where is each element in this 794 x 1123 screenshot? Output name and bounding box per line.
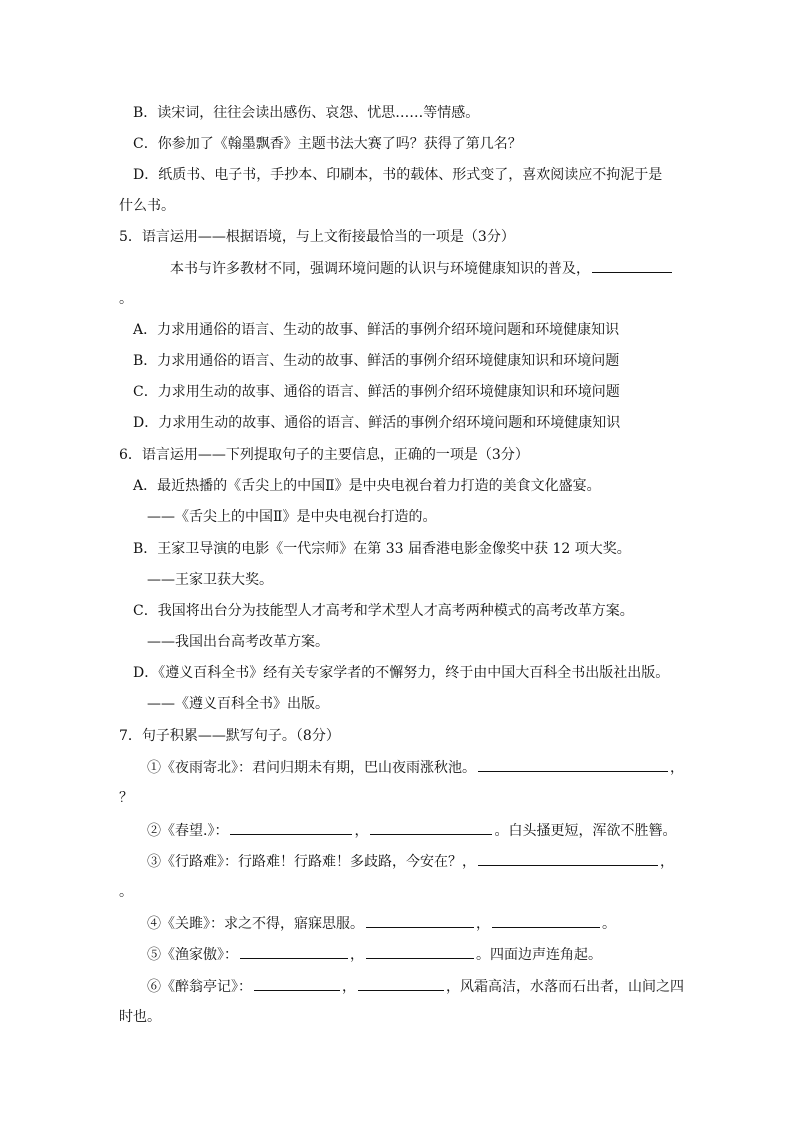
q7-item-3-text: ③《行路难》：行路难！行路难！多歧路，今安在？， [147,854,476,870]
q7-item-2-blank-2[interactable] [370,820,492,835]
q5-option-a: A．力求用通俗的语言、生动的故事、鲜活的事例介绍环境问题和环境健康知识 [133,322,620,338]
q7-item-6-blank-2[interactable] [358,976,444,991]
q7-item-1-blank[interactable] [478,757,668,772]
q7-item-3-end: 。 [119,884,133,900]
q7-item-5-tail: 。四面边声连角起。 [476,947,602,963]
q6-option-c-answer: ——我国出台高考改革方案。 [147,634,329,650]
q6-option-b: B．王家卫导演的电影《一代宗师》在第 33 届香港电影金像奖中获 12 项大奖。 [133,541,631,557]
q7-item-6-end: 时也。 [119,1009,161,1025]
q7-item-2-text: ②《春望.》： [147,823,229,839]
q4-option-b: B．读宋词，往往会读出感伤、哀怨、忧思……等情感。 [133,105,480,121]
q5-stem [170,258,674,279]
q5-answer-blank[interactable] [592,258,672,273]
q7-item-2-sep: ， [354,823,369,839]
q4-option-c: C．你参加了《翰墨飘香》主题书法大赛了吗？获得了第几名？ [133,136,522,152]
q7-item-6-text: ⑥《醉翁亭记》： [147,979,252,995]
q6-option-d: D．《遵义百科全书》经有关专家学者的不懈努力，终于由中国大百科全书出版社出版。 [133,665,670,681]
q7-item-4-blank-2[interactable] [492,913,600,928]
q7-item-3 [147,851,674,872]
q7-item-5-sep: ， [350,947,364,963]
q7-item-4 [147,913,616,934]
q7-item-1-end: ？ [119,790,133,806]
q7-item-4-sep: ， [476,916,490,932]
q7-item-5-blank-2[interactable] [366,944,474,959]
q5-stem-end: 。 [119,291,133,307]
q7-item-1-text: ①《夜雨寄北》：君问归期未有期，巴山夜雨涨秋池。 [147,760,476,776]
q5-option-b: B．力求用通俗的语言、生动的故事、鲜活的事例介绍环境健康知识和环境问题 [133,353,620,369]
q4-option-d-line1: D．纸质书、电子书，手抄本、印刷本，书的载体、形式变了，喜欢阅读应不拘泥于是 [133,167,663,183]
q7-item-6-sep: ， [342,979,356,995]
q6-option-b-answer: ——王家卫获大奖。 [147,572,273,588]
q7-item-5-blank-1[interactable] [240,944,348,959]
q7-item-1 [147,757,684,778]
q5-title: 5．语言运用——根据语境，与上文衔接最恰当的一项是（3分） [119,229,515,245]
q7-title: 7．句子积累——默写句子。（8分） [119,728,340,744]
q7-item-4-tail: 。 [602,916,616,932]
q7-item-5-text: ⑤《渔家傲》： [147,947,238,963]
q6-option-a-answer: ——《舌尖上的中国Ⅱ》是中央电视台打造的。 [147,509,437,525]
q7-item-2-tail: 。白头搔更短，浑欲不胜簪。 [494,823,677,839]
q7-item-4-blank-1[interactable] [366,913,474,928]
q7-item-6-blank-1[interactable] [254,976,340,991]
q6-option-d-answer: ——《遵义百科全书》出版。 [147,696,329,712]
q7-item-5 [147,944,602,965]
q4-option-d-line2: 什么书。 [119,198,175,214]
q6-option-a: A．最近热播的《舌尖上的中国Ⅱ》是中央电视台着力打造的美食文化盛宴。 [133,478,601,494]
q7-item-2 [147,820,676,841]
q6-title: 6．语言运用——下列提取句子的主要信息，正确的一项是（3分） [119,447,529,463]
q7-item-4-text: ④《关雎》：求之不得，寤寐思服。 [147,916,364,932]
q7-item-3-tail: ， [660,854,674,870]
q7-item-3-blank[interactable] [478,851,658,866]
q7-item-6 [147,976,684,997]
q5-stem-text: 本书与许多教材不同，强调环境问题的认识与环境健康知识的普及， [170,261,590,277]
q5-option-c: C．力求用生动的故事、通俗的语言、鲜活的事例介绍环境健康知识和环境问题 [133,384,620,400]
q7-item-1-tail: ， [670,760,684,776]
q6-option-c: C．我国将出台分为技能型人才高考和学术型人才高考两种模式的高考改革方案。 [133,603,634,619]
q5-option-d: D．力求用生动的故事、通俗的语言、鲜活的事例介绍环境问题和环境健康知识 [133,415,621,431]
q7-item-2-blank-1[interactable] [230,820,352,835]
q7-item-6-tail: ，风霜高洁，水落而石出者，山间之四 [446,979,684,995]
